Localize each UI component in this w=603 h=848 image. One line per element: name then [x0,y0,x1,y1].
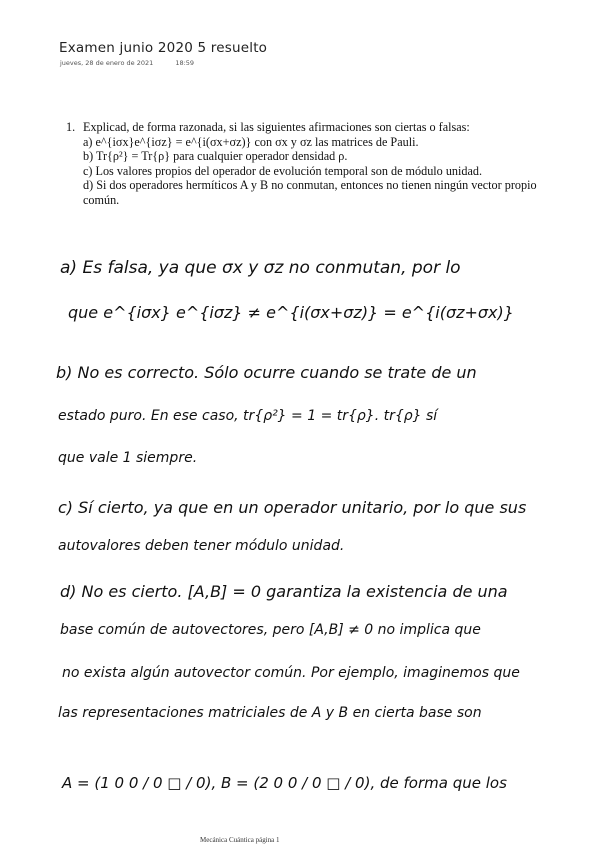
handwritten-line: base común de autovectores, pero [A,B] ≠ 0 no implica que [60,622,481,638]
handwritten-line: c) Sí cierto, ya que en un operador unitario, por lo que sus [58,498,527,517]
handwritten-line: A = (1 0 0 / 0 □ / 0), B = (2 0 0 / 0 □ / 0), de forma que los [62,774,507,792]
handwritten-line: estado puro. En ese caso, tr{ρ²} = 1 = tr{ρ}. tr{ρ} sí [58,408,438,424]
question-item-a: a) e^{iσx}e^{iσz} = e^{i(σx+σz)} con σx y σz las matrices de Pauli. [83,134,419,149]
question-number: 1. [66,120,76,134]
page-time: 18:59 [175,59,195,67]
handwritten-line: que e^{iσx} e^{iσz} ≠ e^{i(σx+σz)} = e^{i(σz+σx)} [68,303,514,322]
handwritten-line: no exista algún autovector común. Por ejemplo, imaginemos que [62,665,520,681]
question-item-d: d) Si dos operadores hermíticos A y B no conmutan, entonces no tienen ningún vector propio [83,178,537,192]
question-statement: Explicad, de forma razonada, si las siguientes afirmaciones son ciertas o falsas: [83,120,470,134]
handwritten-line: autovalores deben tener módulo unidad. [58,538,345,554]
page-date: jueves, 28 de enero de 2021 [60,59,154,67]
handwritten-line: las representaciones matriciales de A y B en cierta base son [58,705,482,721]
handwritten-line: d) No es cierto. [A,B] = 0 garantiza la existencia de una [60,582,508,601]
page-footer: Mecánica Cuántica página 1 [200,836,280,844]
handwritten-line: que vale 1 siempre. [58,450,198,466]
question-item-b: b) Tr{ρ²} = Tr{ρ} para cualquier operador densidad ρ. [83,149,348,163]
handwritten-line: a) Es falsa, ya que σx y σz no conmutan, por lo [60,258,461,278]
question-item-c: c) Los valores propios del operador de evolución temporal son de módulo unidad. [83,163,483,178]
question-item-d-cont: común. [83,192,120,207]
page-title: Examen junio 2020 5 resuelto [59,40,268,56]
handwritten-line: b) No es correcto. Sólo ocurre cuando se trate de un [56,363,477,382]
